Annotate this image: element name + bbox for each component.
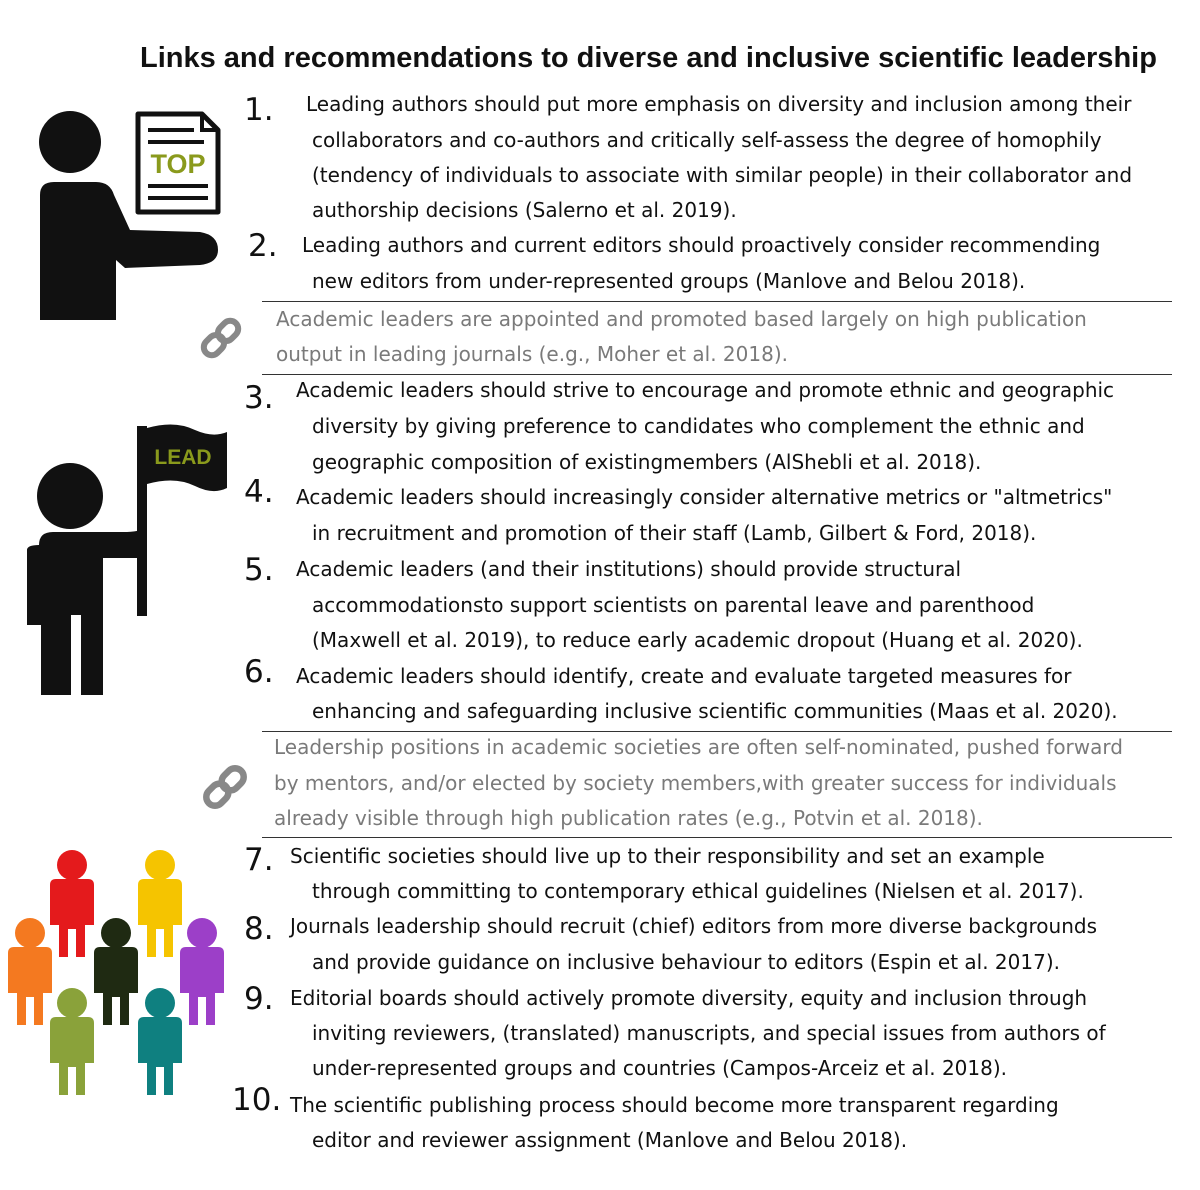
person-holding-flag-icon <box>25 420 235 700</box>
rec-5-line-1: Academic leaders (and their institutions) should provide structural <box>296 557 962 581</box>
rec-number-1: 1. <box>244 92 274 128</box>
rec-5-line-3: (Maxwell et al. 2019), to reduce early academic dropout (Huang et al. 2020). <box>312 628 1083 652</box>
link-note-1-line-2: output in leading journals (e.g., Moher et al. 2018). <box>276 342 788 366</box>
rec-number-10: 10. <box>232 1082 282 1118</box>
rec-8-line-2: and provide guidance on inclusive behaviour to editors (Espin et al. 2017). <box>312 950 1060 974</box>
rec-9-line-2: inviting reviewers, (translated) manuscripts, and special issues from authors of <box>312 1021 1106 1045</box>
rec-10-line-1: The scientific publishing process should become more transparent regarding <box>290 1093 1059 1117</box>
rec-3-line-2: diversity by giving preference to candidates who complement the ethnic and <box>312 414 1085 438</box>
rec-1-line-1: Leading authors should put more emphasis on diversity and inclusion among their <box>306 92 1132 116</box>
person-teal <box>138 988 182 1095</box>
rec-10-line-2: editor and reviewer assignment (Manlove and Belou 2018). <box>312 1128 908 1152</box>
rec-9-line-1: Editorial boards should actively promote diversity, equity and inclusion through <box>290 986 1088 1010</box>
rec-1-line-2: collaborators and co-authors and critically self-assess the degree of homophily <box>312 128 1102 152</box>
person-purple <box>180 918 224 1025</box>
rec-1-line-4: authorship decisions (Salerno et al. 2019). <box>312 198 737 222</box>
rec-7-line-1: Scientific societies should live up to their responsibility and set an example <box>290 844 1045 868</box>
rec-number-5: 5. <box>244 552 274 588</box>
link-note-2-line-3: already visible through high publication rates (e.g., Potvin et al. 2018). <box>274 806 983 830</box>
person-presenting-document-icon <box>30 100 240 325</box>
rec-3-line-1: Academic leaders should strive to encourage and promote ethnic and geographic <box>296 378 1115 402</box>
person-orange <box>8 918 52 1025</box>
rec-9-line-3: under-represented groups and countries (Campos-Arceiz et al. 2018). <box>312 1056 1008 1080</box>
page-title: Links and recommendations to diverse and inclusive scientific leadership <box>140 42 1157 74</box>
rec-4-line-1: Academic leaders should increasingly consider alternative metrics or "altmetrics" <box>296 485 1113 509</box>
rec-6-line-1: Academic leaders should identify, create and evaluate targeted measures for <box>296 664 1072 688</box>
link-note-1-line-1: Academic leaders are appointed and promoted based largely on high publication <box>276 307 1087 331</box>
link-note-2-line-2: by mentors, and/or elected by society members,with greater success for individuals <box>274 771 1117 795</box>
rec-number-9: 9. <box>244 981 274 1017</box>
rec-number-7: 7. <box>244 842 274 878</box>
rec-7-line-2: through committing to contemporary ethical guidelines (Nielsen et al. 2017). <box>312 879 1084 903</box>
person-black <box>94 918 138 1025</box>
person-yellow <box>138 850 182 957</box>
link-icon <box>200 762 250 812</box>
rec-number-6: 6. <box>244 654 274 690</box>
rec-number-3: 3. <box>244 380 274 416</box>
rec-1-line-3: (tendency of individuals to associate with similar people) in their collaborator and <box>312 163 1133 187</box>
rec-number-4: 4. <box>244 474 274 510</box>
top-label: TOP <box>150 149 206 179</box>
rec-6-line-2: enhancing and safeguarding inclusive scientific communities (Maas et al. 2020). <box>312 699 1118 723</box>
rec-4-line-2: in recruitment and promotion of their staff (Lamb, Gilbert & Ford, 2018). <box>312 521 1037 545</box>
rec-number-2: 2. <box>248 228 278 264</box>
lead-label: LEAD <box>154 446 212 469</box>
person-red <box>50 850 94 957</box>
rec-number-8: 8. <box>244 911 274 947</box>
rec-8-line-1: Journals leadership should recruit (chief) editors from more diverse backgrounds <box>290 914 1097 938</box>
diverse-group-people-icon <box>0 855 230 1110</box>
rec-5-line-2: accommodationsto support scientists on parental leave and parenthood <box>312 593 1035 617</box>
rec-2-line-1: Leading authors and current editors should proactively consider recommending <box>302 233 1101 257</box>
link-note-2-line-1: Leadership positions in academic societies are often self-nominated, pushed forward <box>274 735 1123 759</box>
person-olive <box>50 988 94 1095</box>
rec-3-line-3: geographic composition of existingmembers (AlShebli et al. 2018). <box>312 450 982 474</box>
rec-2-line-2: new editors from under-represented groups (Manlove and Belou 2018). <box>312 269 1026 293</box>
link-icon <box>198 315 244 361</box>
